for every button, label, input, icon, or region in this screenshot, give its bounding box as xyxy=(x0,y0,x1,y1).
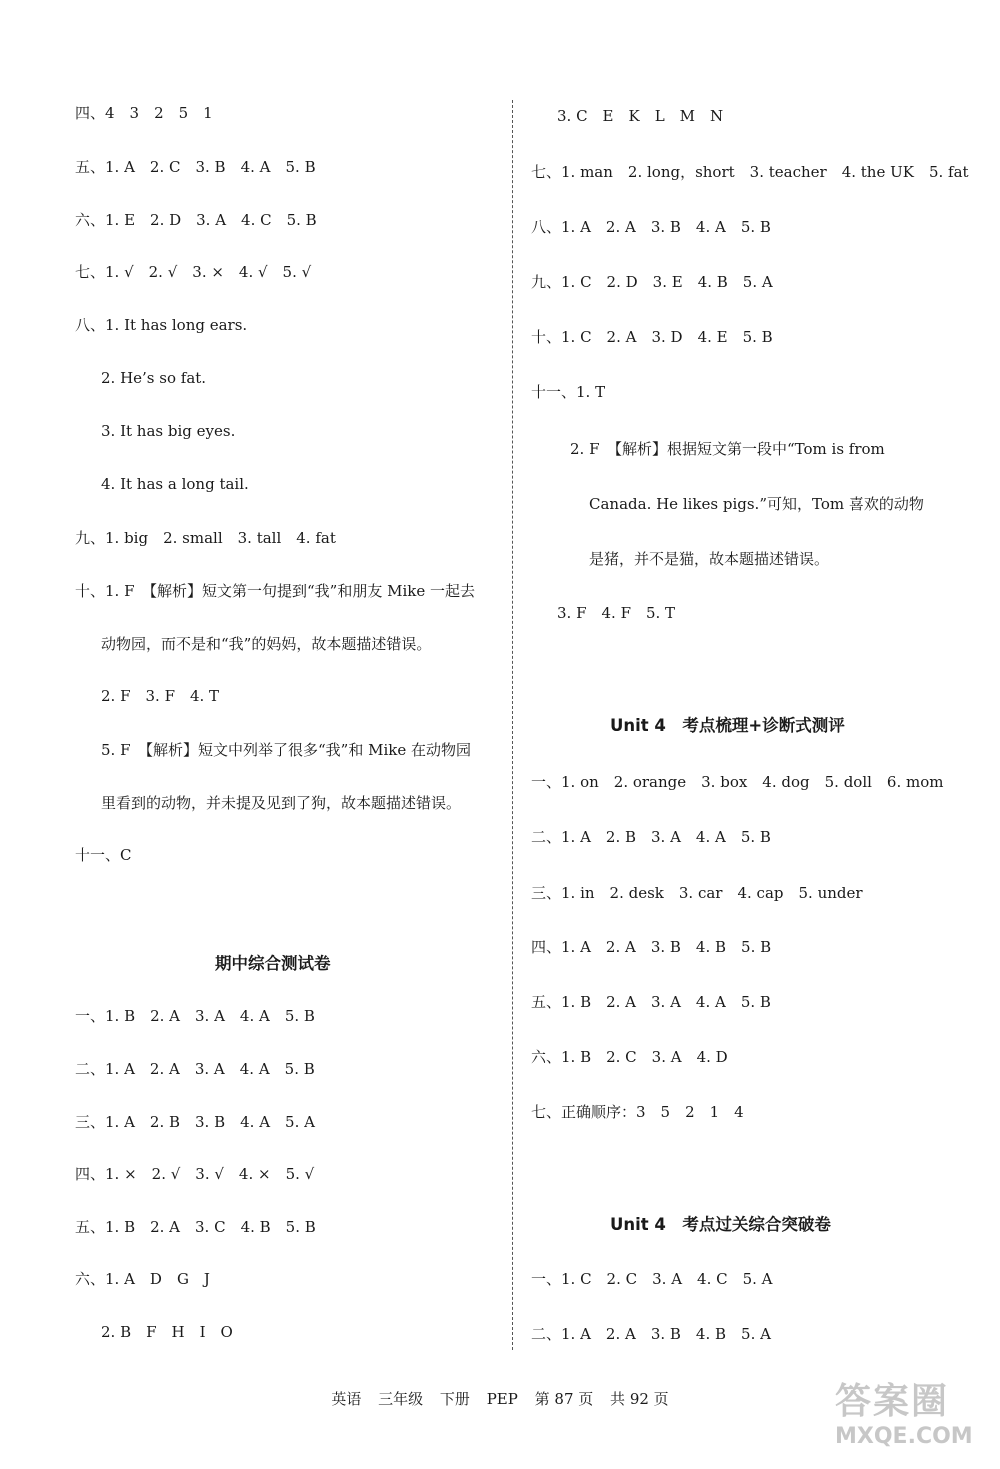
answer-line: 二、1. A 2. B 3. A 4. A 5. B xyxy=(531,828,771,846)
answer-line: 五、1. B 2. A 3. C 4. B 5. B xyxy=(75,1218,316,1236)
answer-line: 九、1. C 2. D 3. E 4. B 5. A xyxy=(531,273,773,291)
answer-line: 动物园，而不是和“我”的妈妈，故本题描述错误。 xyxy=(101,635,432,653)
answer-line: 六、1. E 2. D 3. A 4. C 5. B xyxy=(75,211,317,229)
answer-line: 五、1. B 2. A 3. A 4. A 5. B xyxy=(531,993,771,1011)
section-title-midterm: 期中综合测试卷 xyxy=(215,954,331,973)
answer-line: 二、1. A 2. A 3. B 4. B 5. A xyxy=(531,1325,771,1343)
answer-line: 一、1. on 2. orange 3. box 4. dog 5. doll 6. mom xyxy=(531,773,944,791)
answer-line: 七、1. √ 2. √ 3. × 4. √ 5. √ xyxy=(75,263,312,281)
answer-line: 十一、C xyxy=(75,846,132,864)
footer-subject: 英语 xyxy=(331,1390,362,1408)
column-divider xyxy=(512,100,513,1350)
answer-line: 3. F 4. F 5. T xyxy=(557,604,676,622)
answer-line: 十一、1. T xyxy=(531,383,606,401)
watermark-text-top: 答案圈 xyxy=(835,1381,950,1422)
footer-edition: PEP xyxy=(486,1390,518,1408)
answer-line: 是猪，并不是猫，故本题描述错误。 xyxy=(589,550,830,568)
answer-line: 七、1. man 2. long，short 3. teacher 4. the UK 5. fat xyxy=(531,163,969,181)
footer-grade: 三年级 xyxy=(378,1390,424,1408)
answer-line: 七、正确顺序：3 5 2 1 4 xyxy=(531,1103,744,1121)
answer-line: 九、1. big 2. small 3. tall 4. fat xyxy=(75,529,336,547)
answer-line: 四、4 3 2 5 1 xyxy=(75,104,213,122)
answer-line: 3. C E K L M N xyxy=(557,107,724,125)
answer-line: 2. F 3. F 4. T xyxy=(101,687,220,705)
answer-line: 八、1. A 2. A 3. B 4. A 5. B xyxy=(531,218,771,236)
answer-line: 2. B F H I O xyxy=(101,1323,233,1341)
answer-line: 十、1. C 2. A 3. D 4. E 5. B xyxy=(531,328,773,346)
answer-line: 里看到的动物，并未提及见到了狗，故本题描述错误。 xyxy=(101,794,462,812)
footer-volume: 下册 xyxy=(439,1390,470,1408)
section-title-unit4-test: Unit 4 考点过关综合突破卷 xyxy=(610,1215,831,1234)
footer-page-number: 第 87 页 xyxy=(534,1390,594,1408)
answer-line: 四、1. × 2. √ 3. √ 4. × 5. √ xyxy=(75,1165,315,1183)
watermark-text-bottom: MXQE.COM xyxy=(835,1424,973,1449)
answer-line: 2. He’s so fat. xyxy=(101,369,207,387)
answer-line: 二、1. A 2. A 3. A 4. A 5. B xyxy=(75,1060,315,1078)
answer-line: 一、1. C 2. C 3. A 4. C 5. A xyxy=(531,1270,773,1288)
answer-line: 六、1. B 2. C 3. A 4. D xyxy=(531,1048,728,1066)
answer-line: 四、1. A 2. A 3. B 4. B 5. B xyxy=(531,938,772,956)
answer-line: 5. F 【解析】短文中列举了很多“我”和 Mike 在动物园 xyxy=(101,741,471,759)
answer-line: 三、1. in 2. desk 3. car 4. cap 5. under xyxy=(531,884,863,902)
answer-line: 六、1. A D G J xyxy=(75,1270,210,1288)
footer-total-pages: 共 92 页 xyxy=(610,1390,669,1408)
answer-line: 八、1. It has long ears. xyxy=(75,316,248,334)
watermark-logo xyxy=(835,1380,985,1460)
answer-line: 2. F 【解析】根据短文第一段中“Tom is from xyxy=(570,440,885,458)
answer-line: Canada. He likes pigs.”可知，Tom 喜欢的动物 xyxy=(589,495,924,513)
answer-line: 4. It has a long tail. xyxy=(101,475,249,493)
answer-line: 3. It has big eyes. xyxy=(101,422,236,440)
answer-line: 三、1. A 2. B 3. B 4. A 5. A xyxy=(75,1113,315,1131)
answer-line: 十、1. F 【解析】短文第一句提到“我”和朋友 Mike 一起去 xyxy=(75,582,475,600)
answer-line: 一、1. B 2. A 3. A 4. A 5. B xyxy=(75,1007,315,1025)
answer-line: 五、1. A 2. C 3. B 4. A 5. B xyxy=(75,158,316,176)
section-title-unit4-review: Unit 4 考点梳理+诊断式测评 xyxy=(610,716,845,735)
